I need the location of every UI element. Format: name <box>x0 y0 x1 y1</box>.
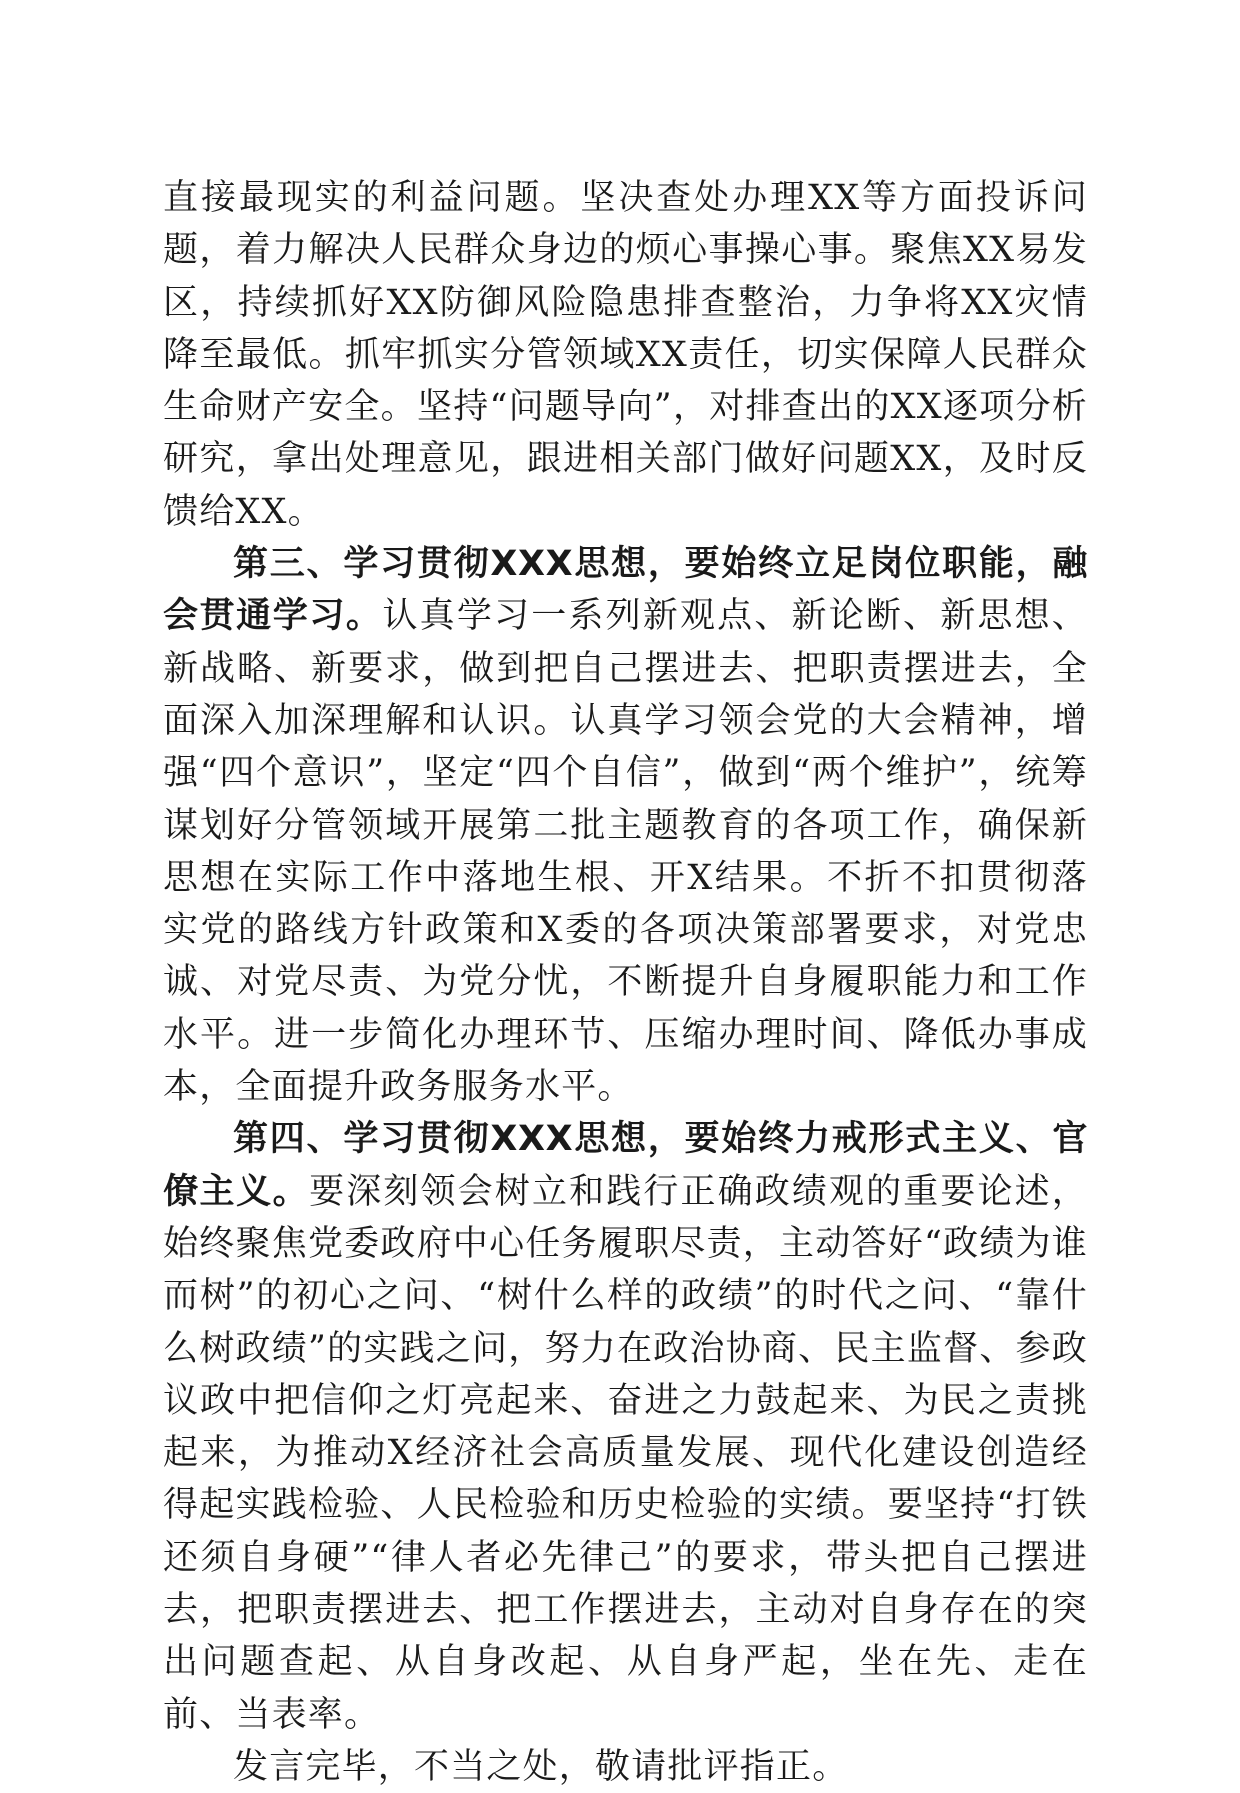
paragraph-text: 直接最现实的利益问题。坚决查处办理XX等方面投诉问题，着力解决人民群众身边的烦心事操心事。聚焦XX易发区，持续抓好XX防御风险隐患排查整治，力争将XX灾情降至最低。抓牢抓实分管领域XX责任，切实保障人民群众生命财产安全。坚持“问题导向”，对排查出的XX逐项分析研究，拿出处理意见，跟进相关部门做好问题XX，及时反馈给XX。 <box>163 178 1088 532</box>
document-body <box>163 172 1088 1793</box>
paragraph-text: 发言完毕，不当之处，敬请批评指正。 <box>233 1746 849 1787</box>
paragraph-heading: 第四、学习贯彻XXX思想，要始终力戒形式主义、官僚主义。 <box>163 1119 1088 1212</box>
paragraph-text: 要深刻领会树立和践行正确政绩观的重要论述，始终聚焦党委政府中心任务履职尽责，主动答好“政绩为谁而树”的初心之问、“树什么样的政绩”的时代之问、“靠什么树政绩”的实践之问，努力在政治协商、民主监督、参政议政中把信仰之灯亮起来、奋进之力鼓起来、为民之责挑起来，为推动X经济社会高质量发展、现代化建设创造经得起实践检验、人民检验和历史检验的实绩。要坚持“打铁还须自身硬”“律人者必先律己”的要求，带头把自己摆进去，把职责摆进去、把工作摆进去，主动对自身存在的突出问题查起、从自身改起、从自身严起，坐在先、走在前、当表率。 <box>163 1171 1089 1735</box>
paragraph-heading: 第三、学习贯彻XXX思想，要始终立足岗位职能，融会贯通学习。 <box>163 544 1088 637</box>
paragraph-third-point <box>163 538 1088 1113</box>
paragraph-continuation <box>163 172 1088 538</box>
paragraph-fourth-point <box>163 1113 1088 1741</box>
paragraph-closing <box>163 1741 1088 1793</box>
paragraph-text: 认真学习一系列新观点、新论断、新思想、新战略、新要求，做到把自己摆进去、把职责摆进去，全面深入加深理解和认识。认真学习领会党的大会精神，增强“四个意识”，坚定“四个自信”，做到“两个维护”，统筹谋划好分管领域开展第二批主题教育的各项工作，确保新思想在实际工作中落地生根、开X结果。不折不扣贯彻落实党的路线方针政策和X委的各项决策部署要求，对党忠诚、对党尽责、为党分忧，不断提升自身履职能力和工作水平。进一步简化办理环节、压缩办理时间、降低办事成本，全面提升政务服务水平。 <box>163 596 1088 1108</box>
